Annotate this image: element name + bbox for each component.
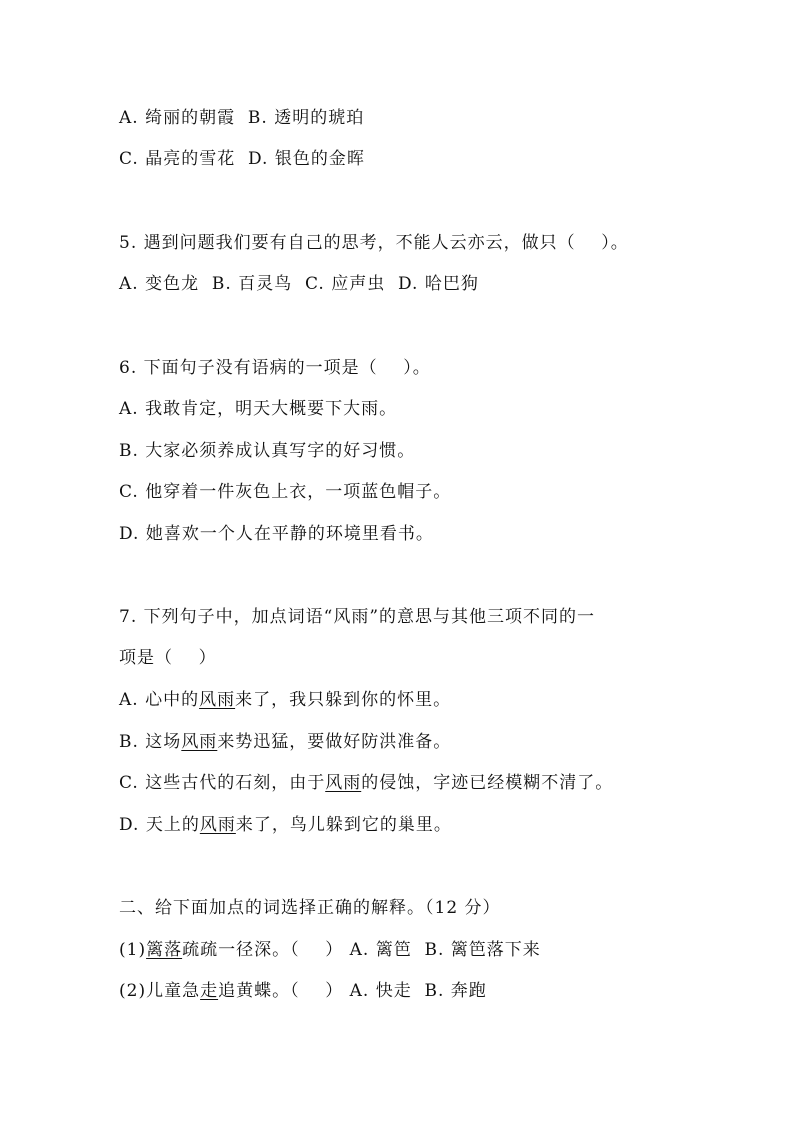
keyword-underlined: 走 xyxy=(200,981,219,1001)
question-5-options: A. 变色龙 B. 百灵鸟 C. 应声虫 D. 哈巴狗 xyxy=(119,274,479,294)
question-6-option-a: A. 我敢肯定，明天大概要下大雨。 xyxy=(119,399,398,419)
question-5-stem: 5. 遇到问题我们要有自己的思考，不能人云亦云，做只（ ）。 xyxy=(119,233,629,253)
keyword-underlined: 篱落 xyxy=(146,940,183,960)
question-6-option-b: B. 大家必须养成认真写字的好习惯。 xyxy=(119,441,416,461)
option-text: C. 这些古代的石刻，由于 xyxy=(119,773,326,793)
option-text: B. 这场 xyxy=(119,732,182,752)
item-text: 疏疏一径深。（ ） A. 篱笆 B. 篱笆落下来 xyxy=(182,940,541,960)
section-2-item-1 xyxy=(119,938,541,962)
section-2-heading: 二、给下面加点的词选择正确的解释。（12 分） xyxy=(119,898,501,918)
question-7-stem-line-2: 项是（ ） xyxy=(119,648,217,668)
item-prefix: (1) xyxy=(119,940,147,960)
item-prefix: (2)儿童急 xyxy=(119,981,201,1001)
question-7-option-a xyxy=(119,688,451,712)
option-text: 来了，鸟儿躲到它的巢里。 xyxy=(235,815,452,835)
keyword-underlined: 风雨 xyxy=(199,690,236,710)
question-7-option-c xyxy=(119,771,613,795)
question-6-option-c: C. 他穿着一件灰色上衣，一项蓝色帽子。 xyxy=(119,482,452,502)
option-text: A. 心中的 xyxy=(119,690,200,710)
option-text: D. 天上的 xyxy=(119,815,200,835)
keyword-underlined: 风雨 xyxy=(181,732,218,752)
question-7-stem-line-1: 7. 下列句子中，加点词语“风雨”的意思与其他三项不同的一 xyxy=(119,607,596,627)
q4-options-line-1: A. 绮丽的朝霞 B. 透明的琥珀 xyxy=(119,108,365,128)
option-text: 来了，我只躲到你的怀里。 xyxy=(235,690,452,710)
question-7-option-b xyxy=(119,730,451,754)
question-7-option-d xyxy=(119,813,452,837)
question-6-stem: 6. 下面句子没有语病的一项是（ ）。 xyxy=(119,358,431,378)
q4-options-line-2: C. 晶亮的雪花 D. 银色的金晖 xyxy=(119,149,365,169)
section-2-item-2 xyxy=(119,979,487,1003)
option-text: 来势迅猛，要做好防洪准备。 xyxy=(217,732,452,752)
item-text: 追黄蝶。（ ） A. 快走 B. 奔跑 xyxy=(218,981,487,1001)
option-text: 的侵蚀，字迹已经模糊不清了。 xyxy=(361,773,614,793)
keyword-underlined: 风雨 xyxy=(199,815,236,835)
keyword-underlined: 风雨 xyxy=(325,773,362,793)
question-6-option-d: D. 她喜欢一个人在平静的环境里看书。 xyxy=(119,524,434,544)
